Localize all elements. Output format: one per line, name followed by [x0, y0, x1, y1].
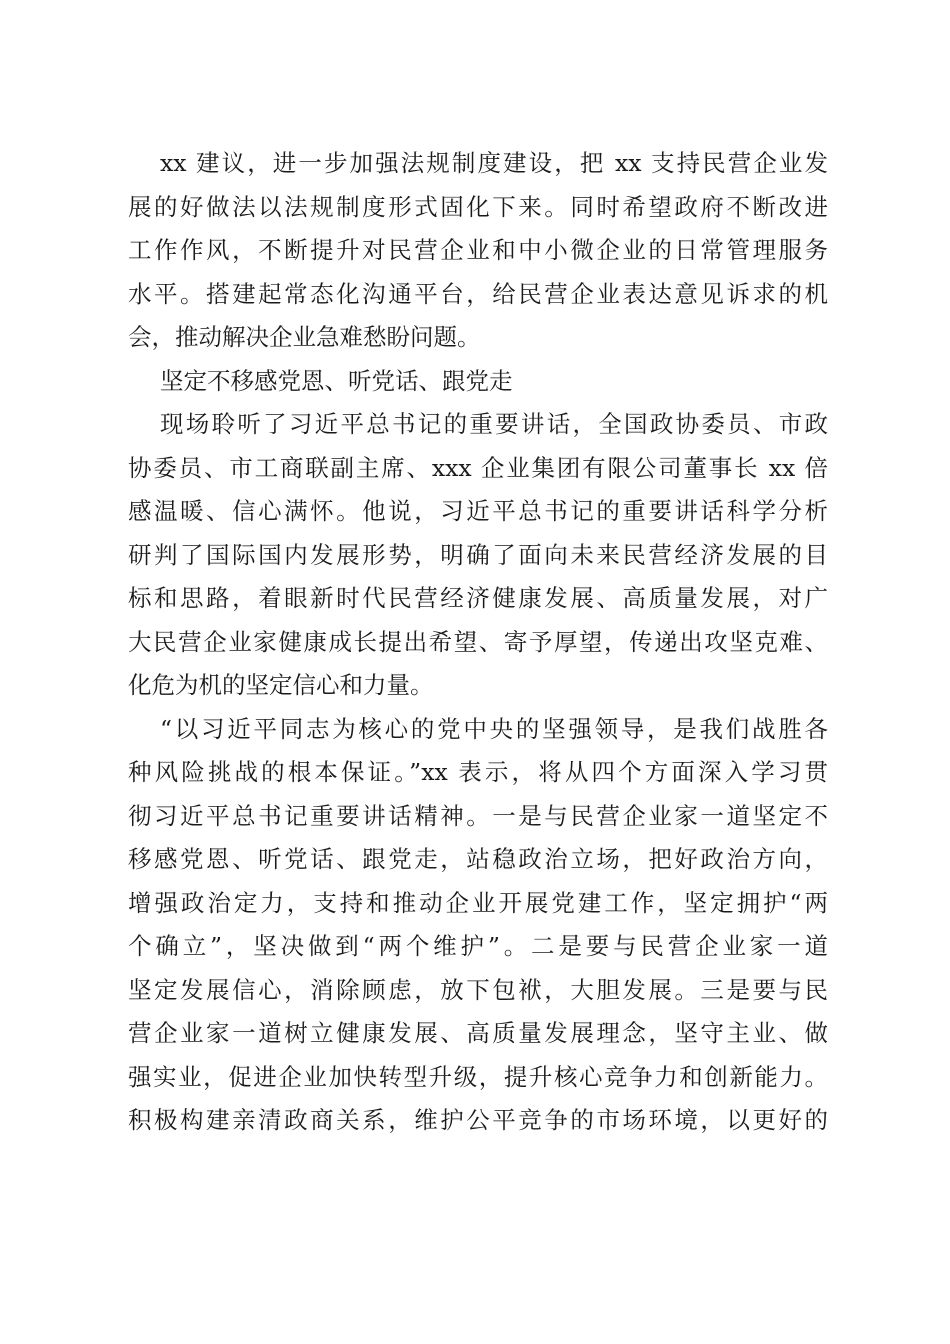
document-body [128, 142, 828, 1143]
paragraph-line: “以习近平同志为核心的党中央的坚强领导，是我们战胜各 [160, 714, 828, 743]
paragraph-line: 感温暖、信心满怀。他说，习近平总书记的重要讲话科学分析 [128, 497, 828, 525]
paragraph-line: 营企业家一道树立健康发展、高质量发展理念，坚守主业、做 [128, 1019, 828, 1047]
paragraph-line: 种风险挑战的根本保证。”xx 表示，将从四个方面深入学习贯 [128, 758, 828, 786]
paragraph-line: 展的好做法以法规制度形式固化下来。同时希望政府不断改进 [128, 192, 828, 221]
paragraph-line: 移感党恩、听党话、跟党走，站稳政治立场，把好政治方向， [128, 845, 828, 873]
paragraph-line: 强实业，促进企业加快转型升级，提升核心竞争力和创新能力。 [128, 1062, 828, 1091]
paragraph-line: 水平。搭建起常态化沟通平台，给民营企业表达意见诉求的机 [128, 279, 828, 308]
paragraph-line: 大民营企业家健康成长提出希望、寄予厚望，传递出攻坚克难、 [128, 627, 828, 656]
paragraph-line: 标和思路，着眼新时代民营经济健康发展、高质量发展，对广 [128, 584, 828, 612]
paragraph-line: 坚定发展信心，消除顾虑，放下包袱，大胆发展。三是要与民 [128, 975, 828, 1004]
section-heading: 坚定不移感党恩、听党话、跟党走 [160, 366, 513, 395]
paragraph-line: 研判了国际国内发展形势，明确了面向未来民营经济发展的目 [128, 540, 828, 569]
paragraph-line: 个确立”，坚决做到“两个维护”。二是要与民营企业家一道 [128, 932, 828, 960]
paragraph-line: 彻习近平总书记重要讲话精神。一是与民营企业家一道坚定不 [128, 801, 828, 830]
paragraph-line: 化危为机的坚定信心和力量。 [128, 671, 434, 699]
paragraph-line: 现场聆听了习近平总书记的重要讲话，全国政协委员、市政 [160, 410, 828, 438]
paragraph-line: 会，推动解决企业急难愁盼问题。 [128, 323, 481, 351]
paragraph-line: xx 建议，进一步加强法规制度建设，把 xx 支持民营企业发 [160, 149, 829, 177]
paragraph-line: 增强政治定力，支持和推动企业开展党建工作，坚定拥护“两 [128, 888, 828, 917]
paragraph-line: 工作作风，不断提升对民营企业和中小微企业的日常管理服务 [128, 236, 828, 264]
paragraph-line: 积极构建亲清政商关系，维护公平竞争的市场环境，以更好的 [128, 1106, 828, 1134]
paragraph-line: 协委员、市工商联副主席、xxx 企业集团有限公司董事长 xx 倍 [128, 453, 828, 482]
